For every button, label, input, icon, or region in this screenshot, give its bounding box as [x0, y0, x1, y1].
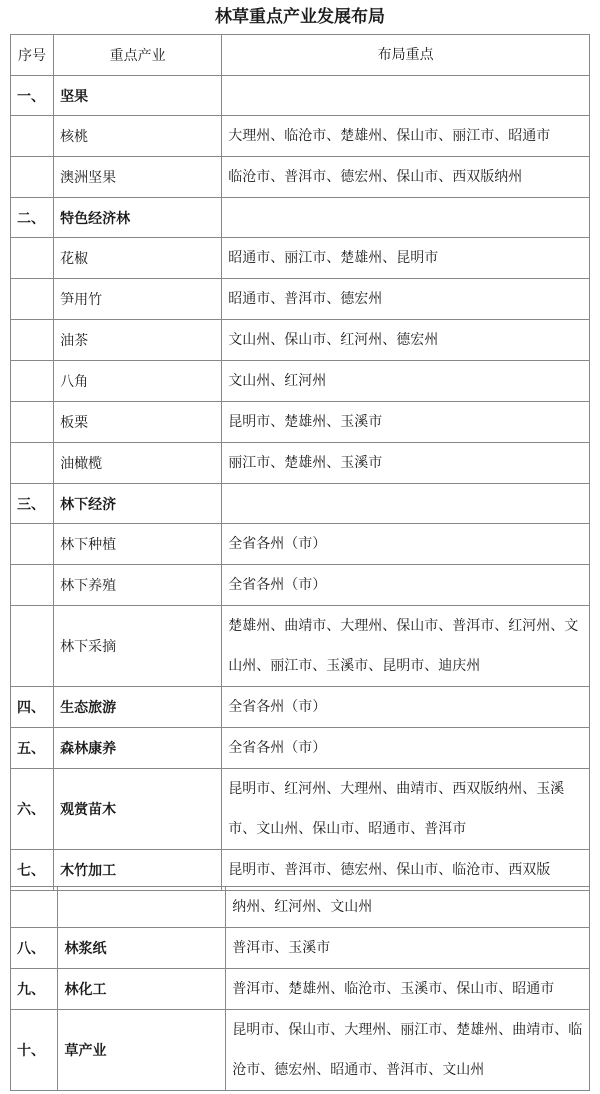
row-layout: 临沧市、普洱市、德宏州、保山市、西双版纳州 — [222, 157, 590, 198]
row-number: 十、 — [11, 1010, 58, 1091]
row-number — [11, 361, 54, 402]
row-industry: 核桃 — [54, 116, 222, 157]
row-layout: 昆明市、普洱市、德宏州、保山市、临沧市、西双版 — [222, 850, 590, 891]
row-number — [11, 402, 54, 443]
table-row — [11, 728, 590, 769]
row-number: 六、 — [11, 769, 54, 850]
row-industry: 生态旅游 — [54, 687, 222, 728]
table-row — [11, 565, 590, 606]
row-industry: 观赏苗木 — [54, 769, 222, 850]
row-number: 四、 — [11, 687, 54, 728]
row-industry: 林浆纸 — [58, 928, 226, 969]
row-number: 二、 — [11, 198, 54, 238]
row-layout: 纳州、红河州、文山州 — [226, 887, 590, 928]
row-industry — [58, 887, 226, 928]
row-layout — [222, 484, 590, 524]
row-layout: 昭通市、普洱市、德宏州 — [222, 279, 590, 320]
table-row — [11, 76, 590, 116]
row-layout: 普洱市、玉溪市 — [226, 928, 590, 969]
row-layout: 全省各州（市） — [222, 687, 590, 728]
row-industry: 林化工 — [58, 969, 226, 1010]
row-number — [11, 279, 54, 320]
row-number — [11, 443, 54, 484]
row-number: 七、 — [11, 850, 54, 891]
table-row — [11, 1010, 590, 1091]
row-number: 一、 — [11, 76, 54, 116]
row-layout: 昭通市、丽江市、楚雄州、昆明市 — [222, 238, 590, 279]
row-number: 九、 — [11, 969, 58, 1010]
table-row — [11, 116, 590, 157]
row-industry: 草产业 — [58, 1010, 226, 1091]
table-row — [11, 484, 590, 524]
header-industry: 重点产业 — [54, 35, 222, 76]
row-industry: 森林康养 — [54, 728, 222, 769]
row-number: 三、 — [11, 484, 54, 524]
row-layout: 大理州、临沧市、楚雄州、保山市、丽江市、昭通市 — [222, 116, 590, 157]
row-number — [11, 157, 54, 198]
row-industry: 林下养殖 — [54, 565, 222, 606]
row-industry: 板栗 — [54, 402, 222, 443]
table-row — [11, 687, 590, 728]
row-industry: 坚果 — [54, 76, 222, 116]
table-row — [11, 969, 590, 1010]
row-number — [11, 320, 54, 361]
row-layout — [222, 198, 590, 238]
row-layout: 全省各州（市） — [222, 565, 590, 606]
row-layout: 楚雄州、曲靖市、大理州、保山市、普洱市、红河州、文山州、丽江市、玉溪市、昆明市、迪庆州 — [222, 606, 590, 687]
industry-layout-table-continued — [10, 886, 590, 1091]
row-industry: 笋用竹 — [54, 279, 222, 320]
table-row — [11, 928, 590, 969]
row-number: 五、 — [11, 728, 54, 769]
document-title: 林草重点产业发展布局 — [215, 7, 385, 27]
table-row — [11, 320, 590, 361]
row-layout: 全省各州（市） — [222, 728, 590, 769]
row-industry: 特色经济林 — [54, 198, 222, 238]
row-industry: 八角 — [54, 361, 222, 402]
row-industry: 林下种植 — [54, 524, 222, 565]
row-layout: 昆明市、红河州、大理州、曲靖市、西双版纳州、玉溪市、文山州、保山市、昭通市、普洱市 — [222, 769, 590, 850]
table-row — [11, 238, 590, 279]
row-layout: 昆明市、楚雄州、玉溪市 — [222, 402, 590, 443]
row-layout: 普洱市、楚雄州、临沧市、玉溪市、保山市、昭通市 — [226, 969, 590, 1010]
table-row — [11, 443, 590, 484]
table-row — [11, 279, 590, 320]
row-number — [11, 606, 54, 687]
row-number — [11, 238, 54, 279]
table-row — [11, 769, 590, 850]
row-layout: 文山州、保山市、红河州、德宏州 — [222, 320, 590, 361]
row-layout — [222, 76, 590, 116]
table-row — [11, 606, 590, 687]
row-industry: 油橄榄 — [54, 443, 222, 484]
row-industry: 林下采摘 — [54, 606, 222, 687]
row-layout: 昆明市、保山市、大理州、丽江市、楚雄州、曲靖市、临沧市、德宏州、昭通市、普洱市、文山州 — [226, 1010, 590, 1091]
table-row — [11, 157, 590, 198]
row-industry: 木竹加工 — [54, 850, 222, 891]
table-row — [11, 887, 590, 928]
row-industry: 花椒 — [54, 238, 222, 279]
row-number — [11, 116, 54, 157]
row-industry: 油茶 — [54, 320, 222, 361]
table-header-row — [11, 35, 590, 76]
row-industry: 林下经济 — [54, 484, 222, 524]
table-row — [11, 524, 590, 565]
row-number — [11, 565, 54, 606]
table-row — [11, 198, 590, 238]
row-number — [11, 524, 54, 565]
industry-layout-table — [10, 34, 590, 891]
row-layout: 丽江市、楚雄州、玉溪市 — [222, 443, 590, 484]
row-number — [11, 887, 58, 928]
table-row — [11, 361, 590, 402]
header-no: 序号 — [11, 35, 54, 76]
table-row — [11, 402, 590, 443]
row-layout: 文山州、红河州 — [222, 361, 590, 402]
table-row — [11, 850, 590, 891]
row-number: 八、 — [11, 928, 58, 969]
header-layout: 布局重点 — [222, 35, 590, 76]
row-layout: 全省各州（市） — [222, 524, 590, 565]
row-industry: 澳洲坚果 — [54, 157, 222, 198]
